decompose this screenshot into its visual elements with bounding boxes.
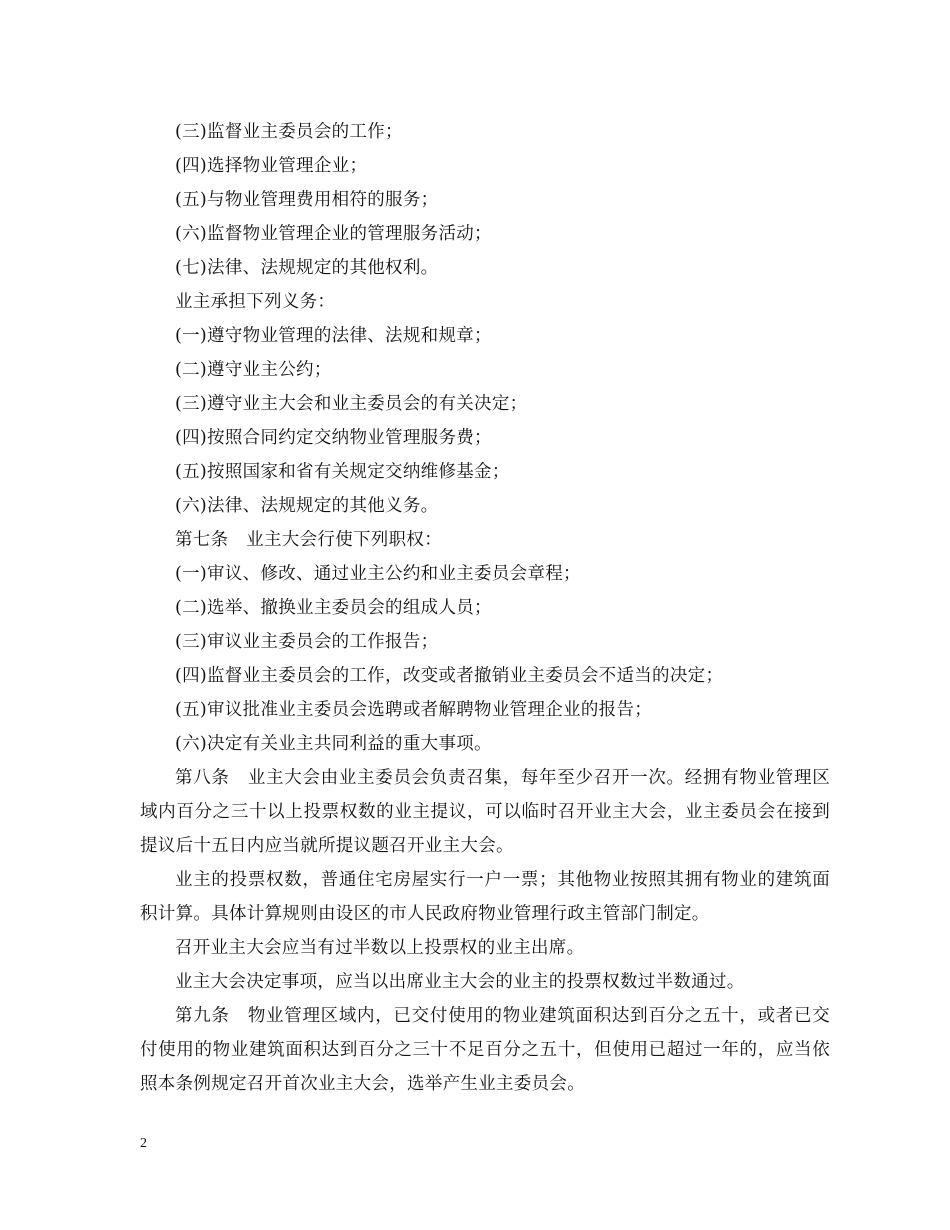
- paragraph: (四)选择物业管理企业；: [175, 156, 368, 176]
- paragraph: (五)与物业管理费用相符的服务；: [175, 190, 439, 210]
- paragraph: (六)监督物业管理企业的管理服务活动；: [175, 224, 492, 244]
- paragraph: (三)遵守业主大会和业主委员会的有关决定；: [175, 394, 528, 414]
- paragraph: 业主大会决定事项，应当以出席业主大会的业主的投票权数过半数通过。: [175, 972, 745, 992]
- paragraph: (三)监督业主委员会的工作；: [175, 122, 403, 142]
- document-body: [140, 115, 830, 1101]
- paragraph: (六)决定有关业主共同利益的重大事项。: [175, 734, 492, 754]
- paragraph: (三)审议业主委员会的工作报告；: [175, 632, 439, 652]
- paragraph: (四)监督业主委员会的工作，改变或者撤销业主委员会不适当的决定；: [175, 666, 724, 686]
- paragraph: (七)法律、法规规定的其他权利。: [175, 258, 439, 278]
- paragraph: 业主的投票权数，普通住宅房屋实行一户一票；其他物业按照其拥有物业的建筑面积计算。具体计算规则由设区的市人民政府物业管理行政主管部门制定。: [140, 870, 830, 924]
- paragraph: 第九条 物业管理区域内，已交付使用的物业建筑面积达到百分之五十，或者已交付使用的物业建筑面积达到百分之三十不足百分之五十，但使用已超过一年的，应当依照本条例规定召开首次业主大会，选举产生业主委员会。: [140, 1006, 830, 1094]
- paragraph: (二)遵守业主公约；: [175, 360, 332, 380]
- paragraph: (五)审议批准业主委员会选聘或者解聘物业管理企业的报告；: [175, 700, 653, 720]
- paragraph: (四)按照合同约定交纳物业管理服务费；: [175, 428, 492, 448]
- page-number: 2: [140, 1136, 147, 1151]
- paragraph: (二)选举、撤换业主委员会的组成人员；: [175, 598, 492, 618]
- paragraph: (一)审议、修改、通过业主公约和业主委员会章程；: [175, 564, 581, 584]
- paragraph: (五)按照国家和省有关规定交纳维修基金；: [175, 462, 510, 482]
- paragraph: 召开业主大会应当有过半数以上投票权的业主出席。: [175, 938, 585, 958]
- paragraph: (一)遵守物业管理的法律、法规和规章；: [175, 326, 492, 346]
- paragraph: (六)法律、法规规定的其他义务。: [175, 496, 439, 516]
- paragraph: 第八条 业主大会由业主委员会负责召集，每年至少召开一次。经拥有物业管理区域内百分之三十以上投票权数的业主提议，可以临时召开业主大会，业主委员会在接到提议后十五日内应当就所提议题召开业主大会。: [140, 768, 830, 856]
- paragraph: 第七条 业主大会行使下列职权：: [175, 530, 442, 550]
- paragraph: 业主承担下列义务：: [175, 292, 336, 312]
